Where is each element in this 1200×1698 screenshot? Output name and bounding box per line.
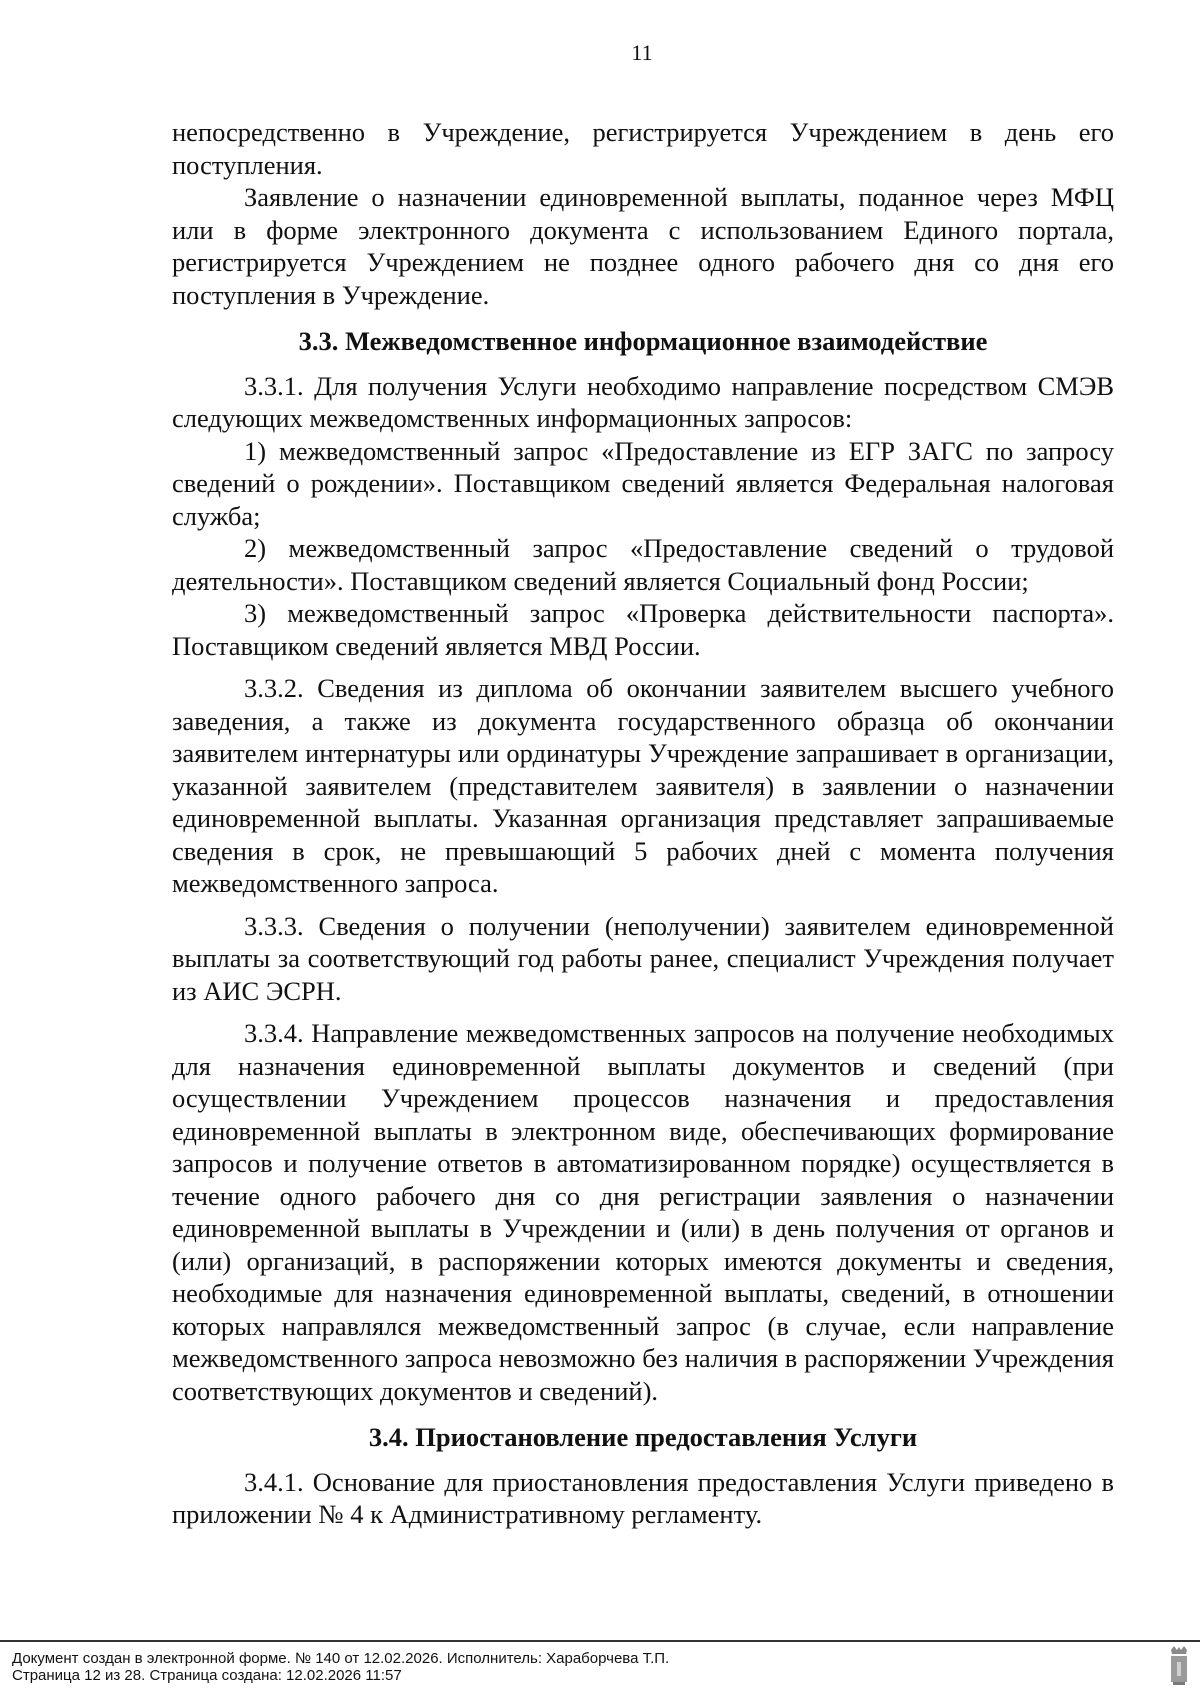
paragraph-registration: Заявление о назначении единовременной выплаты, поданное через МФЦ или в форме электронного документа с использованием Единого портала, регистрируется Учреждением не позднее одного рабочего дня со дня его поступления в Учреждение. — [172, 182, 1114, 310]
section-heading-3-4: 3.4. Приостановление предоставления Услуги — [368, 1422, 918, 1452]
list-item-3-3-1-3: 3) межведомственный запрос «Проверка действительности паспорта». Поставщиком сведений является МВД России. — [172, 598, 1114, 661]
document-body — [172, 116, 1114, 1531]
paragraph-3-3-2: 3.3.2. Сведения из диплома об окончании заявителем высшего учебного заведения, а также из документа государственного образца об окончании заявителем интернатуры или ординатуры Учреждение запрашивает в организации, указанной заявителем (представителем заявителя) в заявлении о назначении единовременной выплаты. Указанная организация представляет запрашиваемые сведения в срок, не превышающий 5 рабочих дней с момента получения межведомственного запроса. — [172, 673, 1114, 898]
footer-divider — [0, 1640, 1200, 1642]
paragraph-3-4-1: 3.4.1. Основание для приостановления предоставления Услуги приведено в приложении № 4 к Административному регламенту. — [172, 1466, 1114, 1529]
paragraph-3-3-3: 3.3.3. Сведения о получении (неполучении) заявителем единовременной выплаты за соответствующий год работы ранее, специалист Учреждения получает из АИС ЭСРН. — [172, 910, 1114, 1006]
paragraph-continuation: непосредственно в Учреждение, регистрируется Учреждением в день его поступления. — [172, 117, 1114, 180]
footer-line-document-info: Документ создан в электронной форме. № 140 от 12.02.2026. Исполнитель: Харaборчева Т.П. — [12, 1650, 670, 1667]
list-item-3-3-1-2: 2) межведомственный запрос «Предоставление сведений о трудовой деятельности». Поставщиком сведений является Социальный фонд России; — [172, 533, 1114, 596]
paragraph-3-3-4: 3.3.4. Направление межведомственных запросов на получение необходимых для назначения единовременной выплаты документов и сведений (при осуществлении Учреждением процессов назначения и предоставления единовременной выплаты в электронном виде, обеспечивающих формирование запросов и получение ответов в автоматизированном порядке) осуществляется в течение одного рабочего дня со дня регистрации заявления о назначении единовременной выплаты в Учреждении и (или) в день получения от органов и (или) организаций, в распоряжении которых имеются документы и сведения, необходимые для назначения единовременной выплаты, сведений, в отношении которых направлялся межведомственный запрос (в случае, если направление межведомственного запроса невозможно без наличия в распоряжении Учреждения соответствующих документов и сведений). — [172, 1018, 1114, 1406]
document-footer — [0, 1640, 1200, 1698]
footer-text — [12, 1650, 669, 1684]
list-item-3-3-1-1: 1) межведомственный запрос «Предоставление из ЕГР ЗАГС по запросу сведений о рождении». Поставщиком сведений является Федеральная налоговая служба; — [172, 435, 1114, 531]
section-heading-3-3: 3.3. Межведомственное информационное взаимодействие — [298, 326, 988, 356]
page-number: 11 — [631, 40, 653, 65]
coat-of-arms-icon — [1168, 1644, 1190, 1688]
footer-line-page-info: Страница 12 из 28. Страница создана: 12.02.2026 11:57 — [12, 1667, 402, 1684]
paragraph-3-3-1: 3.3.1. Для получения Услуги необходимо направление посредством СМЭВ следующих межведомственных информационных запросов: — [172, 370, 1114, 433]
